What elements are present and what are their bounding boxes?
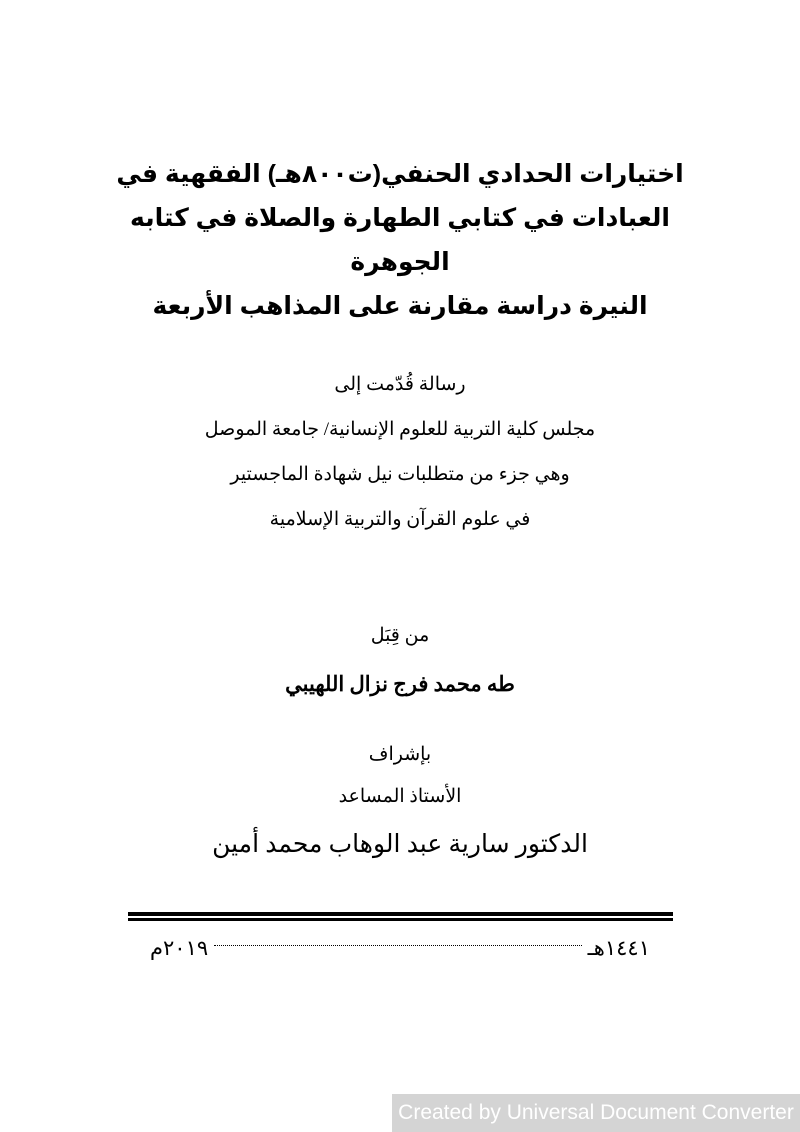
title-line-2: العبادات في كتابي الطهارة والصلاة في كتابه الجوهرة (130, 204, 670, 276)
supervisor-rank: الأستاذ المساعد (338, 786, 462, 807)
supervisor-name: الدكتور سارية عبد الوهاب محمد أمين (212, 831, 588, 858)
watermark-banner: Created by Universal Document Converter (392, 1094, 800, 1132)
supervisor-label: بإشراف (368, 744, 432, 765)
title-line-1: اختيارات الحدادي الحنفي(ت٨٠٠هـ) الفقهية في (116, 160, 684, 188)
author-by-label: من قِبَل (370, 625, 430, 646)
dates-row (150, 936, 650, 961)
gregorian-year: ٢٠١٩م (150, 936, 209, 960)
divider-thin-line (128, 918, 673, 921)
divider (128, 912, 673, 921)
author-name: طه محمد فرج نزال اللهيبي (285, 672, 515, 696)
page-title (100, 152, 700, 328)
submission-line-1: رسالة قُدّمت إلى (334, 374, 466, 395)
supervisor-section (100, 734, 700, 868)
dotted-leader (214, 945, 582, 946)
submission-line-4: في علوم القرآن والتربية الإسلامية (269, 509, 531, 530)
hijri-year: ١٤٤١هـ (587, 936, 650, 960)
author-section (100, 616, 700, 706)
submission-line-3: وهي جزء من متطلبات نيل شهادة الماجستير (230, 464, 570, 485)
submission-statement (100, 362, 700, 542)
submission-line-2: مجلس كلية التربية للعلوم الإنسانية/ جامعة الموصل (204, 419, 596, 440)
title-line-3: النيرة دراسة مقارنة على المذاهب الأربعة (152, 292, 648, 320)
